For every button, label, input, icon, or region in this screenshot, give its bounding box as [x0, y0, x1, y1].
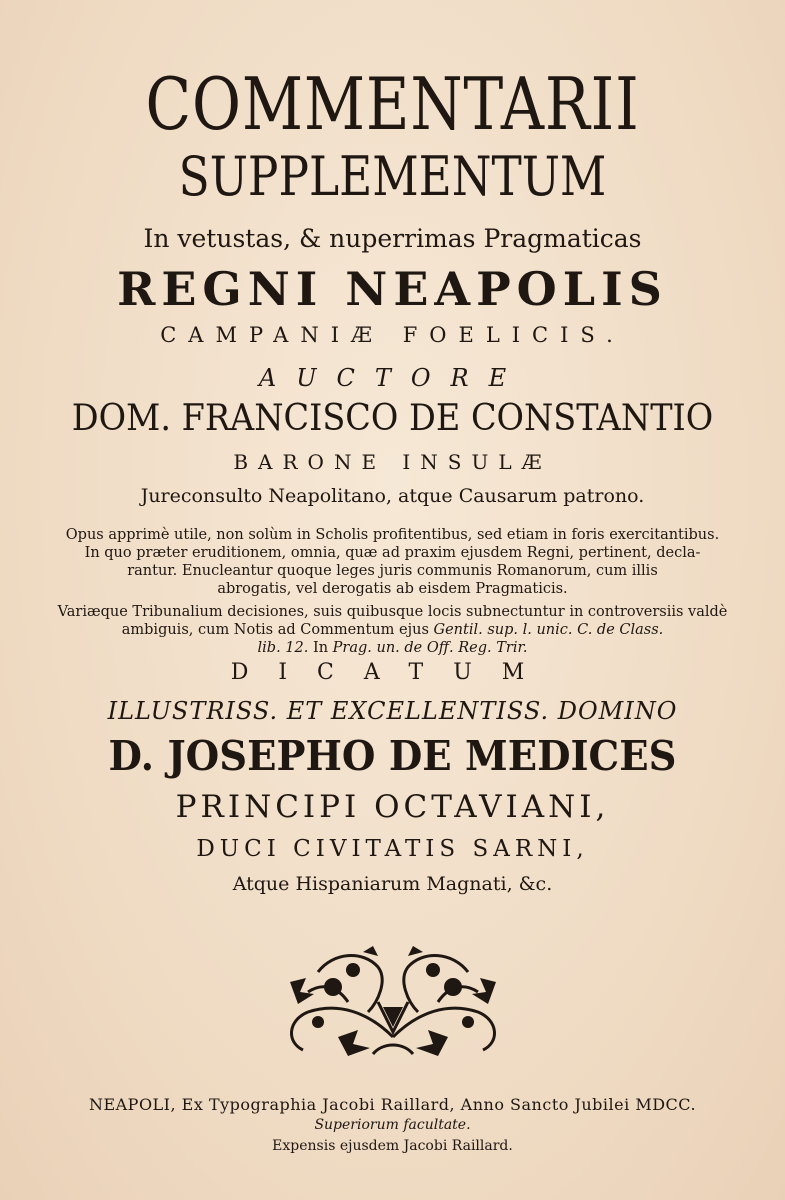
imprint-expense: Expensis ejusdem Jacobi Raillard. — [272, 1138, 513, 1154]
paragraph-text: In — [308, 640, 333, 656]
dedicatee-title: PRINCIPI OCTAVIANI, — [175, 789, 610, 825]
regni-neapolis: REGNI NEAPOLIS — [117, 262, 668, 316]
paragraph-line: rantur. Enucleantur quoque leges juris communis Romanorum, cum illis — [127, 563, 658, 579]
author-name: DOM. FRANCISCO DE CONSTANTIO — [71, 398, 714, 439]
paragraph-line: Variæque Tribunalium decisiones, suis quibusque locis subnectuntur in controversiis valdè — [57, 604, 728, 620]
imprint-permission: Superiorum facultate. — [314, 1117, 471, 1133]
citation: Prag. un. de Off. Reg. Trir. — [332, 640, 528, 656]
citation: Gentil. sup. l. unic. C. de Class. — [433, 622, 664, 638]
paragraph-line — [0, 621, 785, 639]
main-title: COMMENTARII — [145, 62, 640, 146]
dedicatee-name: D. JOSEPHO DE MEDICES — [108, 732, 677, 780]
author-title: BARONE INSULÆ — [233, 450, 552, 474]
paragraph-line: abrogatis, vel derogatis ab eisdem Pragmaticis. — [217, 581, 568, 597]
paragraph-line: Opus apprimè utile, non solùm in Scholis profitentibus, sed etiam in foris exercitantibus. — [65, 527, 720, 543]
description-paragraph-1 — [0, 526, 785, 598]
paragraph-line — [0, 639, 785, 657]
paragraph-line: In quo præter eruditionem, omnia, quæ ad praxim ejusdem Regni, pertinent, decla- — [84, 545, 701, 561]
campaniae-foelicis: CAMPANIÆ FOELICIS. — [160, 323, 625, 347]
dedicatee-duchy: DUCI CIVITATIS SARNI, — [196, 836, 589, 862]
auctore-label: AUCTORE — [258, 364, 527, 392]
description-paragraph-2 — [0, 603, 785, 657]
paragraph-text: ambiguis, cum Notis ad Commentum ejus — [121, 622, 434, 638]
subtitle: In vetustas, & nuperrimas Pragmaticas — [143, 224, 642, 253]
imprint-line: NEAPOLI, Ex Typographia Jacobi Raillard, Anno Sancto Jubilei MDCC. — [88, 1095, 697, 1114]
dedication-line1: ILLUSTRISS. ET EXCELLENTISS. DOMINO — [107, 697, 678, 725]
dicatum-label: DICATUM — [230, 660, 555, 685]
citation: lib. 12. — [257, 640, 309, 656]
printer-device-ornament-icon — [278, 942, 508, 1062]
dedicatee-magnate: Atque Hispaniarum Magnati, &c. — [232, 873, 553, 895]
main-title-line2: SUPPLEMENTUM — [178, 145, 607, 208]
author-description: Jureconsulto Neapolitano, atque Causarum patrono. — [140, 485, 645, 507]
